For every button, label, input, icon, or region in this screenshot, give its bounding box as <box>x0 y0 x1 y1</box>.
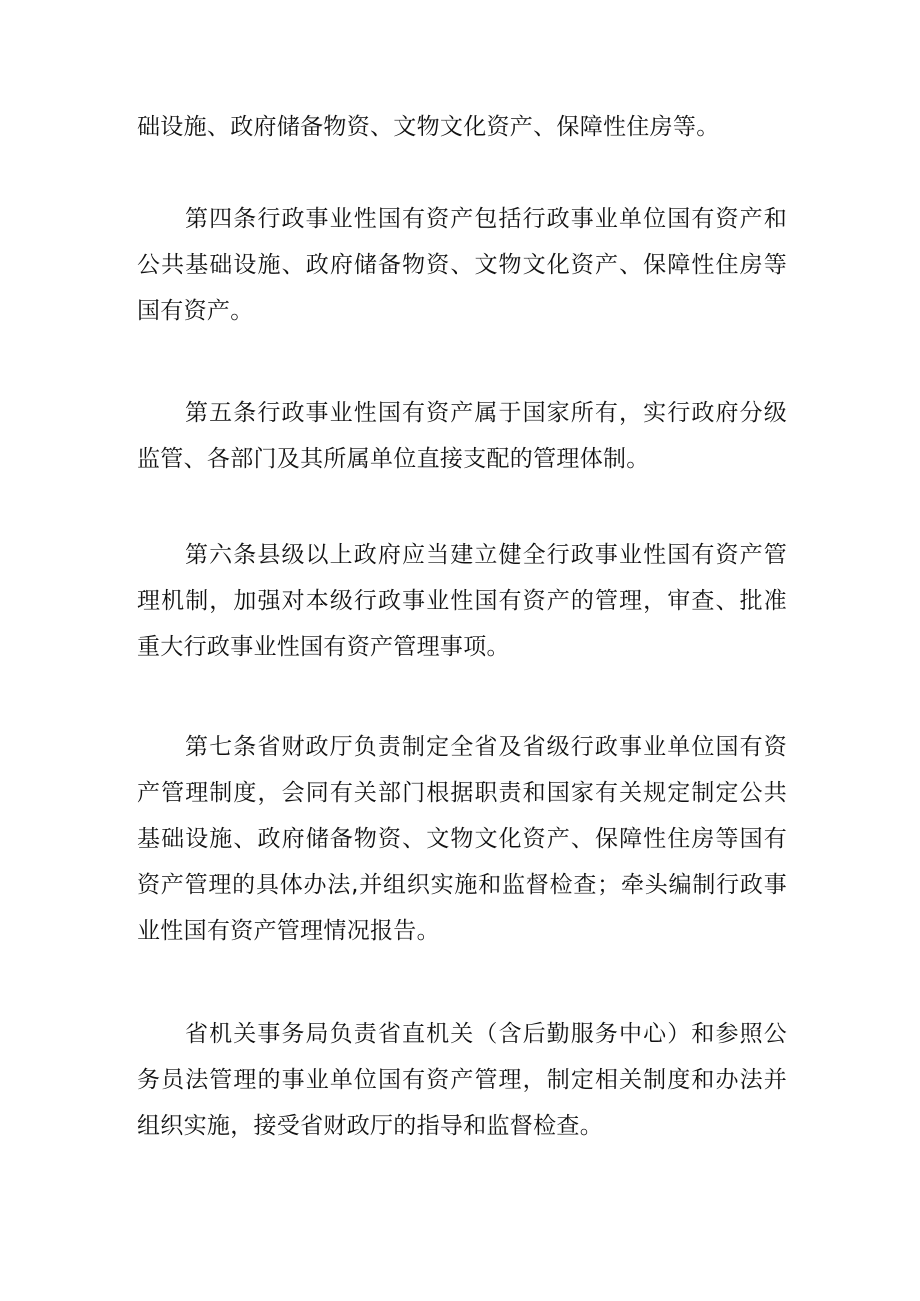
paragraph-continuation: 础设施、政府储备物资、文物文化资产、保障性住房等。 <box>137 114 720 140</box>
paragraph-article-7: 第七条省财政厅负责制定全省及省级行政事业单位国有资产管理制度，会同有关部门根据职责和国家有关规定制定公共基础设施、政府储备物资、文物文化资产、保障性住房等国有资产管理的具体办法,并组织实施和监督检查；牵头编制行政事业性国有资产管理情况报告。 <box>137 734 787 944</box>
paragraph-provincial-affairs-bureau: 省机关事务局负责省直机关（含后勤服务中心）和参照公务员法管理的事业单位国有资产管理，制定相关制度和办法并组织实施，接受省财政厅的指导和监督检查。 <box>137 1021 787 1139</box>
paragraph-article-6: 第六条县级以上政府应当建立健全行政事业性国有资产管理机制，加强对本级行政事业性国有资产的管理，审查、批准重大行政事业性国有资产管理事项。 <box>137 542 787 660</box>
paragraph-article-5: 第五条行政事业性国有资产属于国家所有，实行政府分级监管、各部门及其所属单位直接支配的管理体制。 <box>137 400 787 472</box>
paragraph-article-4: 第四条行政事业性国有资产包括行政事业单位国有资产和公共基础设施、政府储备物资、文物文化资产、保障性住房等国有资产。 <box>137 206 787 324</box>
